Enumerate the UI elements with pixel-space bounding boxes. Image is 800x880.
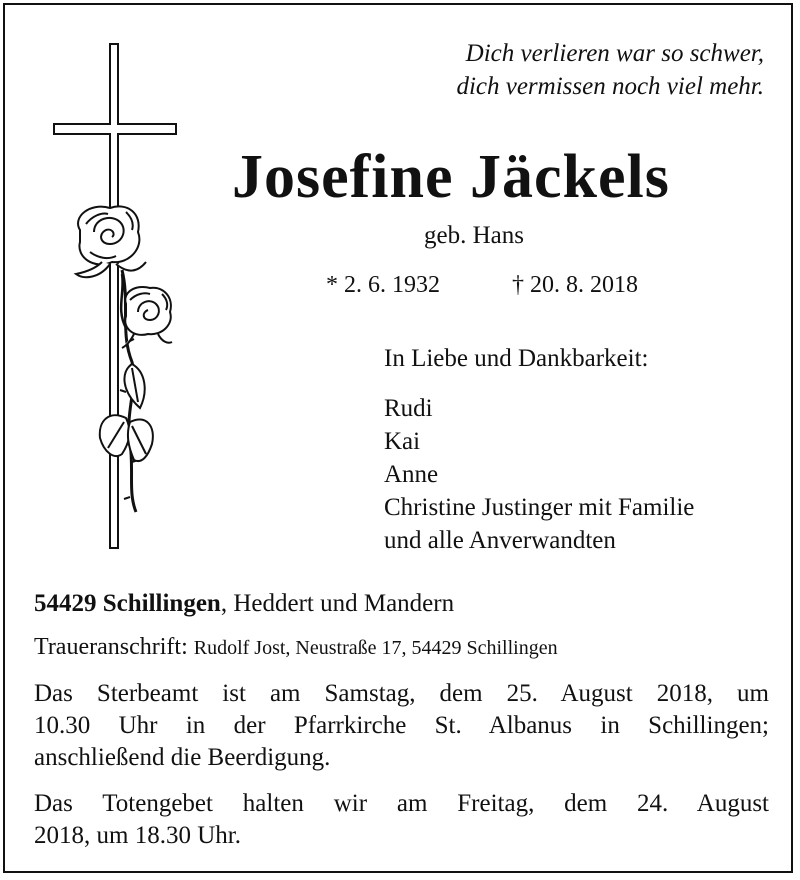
quote-line-1: Dich verlieren war so schwer, [465, 40, 764, 67]
quote-line-2: dich vermissen noch viel mehr. [456, 73, 764, 100]
mourner-name: Anne [384, 461, 439, 488]
mourner-name: Christine Justinger mit Familie [384, 494, 695, 521]
prayer-line-2: 2018, um 18.30 Uhr. [34, 822, 241, 849]
prayer-paragraph [34, 788, 769, 852]
service-line-2: 10.30 Uhr in der Pfarrkirche St. Albanus in Schillingen; [34, 712, 769, 739]
birth-date: * 2. 6. 1932 [326, 272, 440, 298]
mourner-name: Rudi [384, 395, 433, 422]
address-label: Traueranschrift: [34, 634, 188, 660]
address-value: Rudolf Jost, Neustraße 17, 54429 Schillingen [193, 637, 558, 659]
prayer-line-1: Das Totengebet halten wir am Freitag, dem 24. August [34, 790, 769, 817]
maiden-name: geb. Hans [424, 222, 524, 249]
service-line-3: anschließend die Beerdigung. [34, 744, 331, 771]
mourner-name: Kai [384, 428, 421, 455]
service-line-1: Das Sterbeamt ist am Samstag, dem 25. August 2018, um [34, 680, 769, 707]
deceased-name: Josefine Jäckels [232, 143, 670, 211]
cross-with-roses-icon [50, 42, 190, 554]
death-date: † 20. 8. 2018 [512, 272, 638, 298]
address-line [34, 634, 558, 661]
mourners-intro: In Liebe und Dankbarkeit: [384, 345, 649, 372]
town-line [34, 590, 454, 618]
town-others: , Heddert und Mandern [220, 590, 455, 617]
mourner-name: und alle Anverwandten [384, 527, 616, 554]
town-postcode: 54429 Schillingen [34, 590, 221, 617]
service-paragraph [34, 678, 769, 774]
